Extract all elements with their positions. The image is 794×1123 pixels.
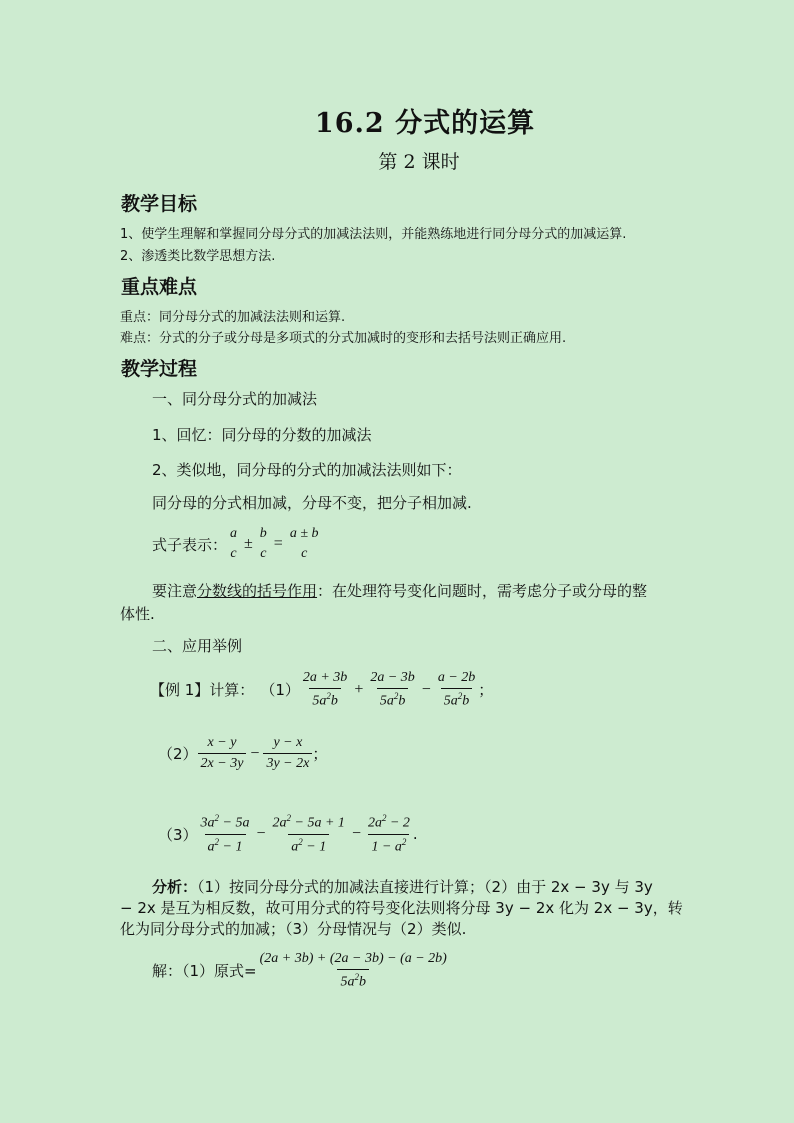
analysis-line-2: − 2x 是互为相反数，故可用分式的符号变化法则将分母 3y − 2x 化为 2x − 3y，转	[120, 899, 683, 917]
formula-fraction-3: a ± b c	[289, 526, 319, 561]
solution-row	[152, 951, 450, 991]
note-line-2: 体性.	[120, 605, 155, 623]
formula-fraction-1: a c	[230, 526, 238, 561]
goals-heading: 教学目标	[121, 193, 198, 215]
part2-heading: 二、应用举例	[152, 637, 243, 655]
process-heading: 教学过程	[121, 358, 198, 380]
analysis-line-3: 化为同分母分式的加减；（3）分母情况与（2）类似.	[120, 920, 467, 938]
formula-equals: =	[273, 535, 283, 552]
key-points-heading: 重点难点	[121, 276, 198, 298]
ex1-fraction-2: $\frac{2a - 3b}{5a^2b}$	[370, 670, 415, 709]
formula-op: ±	[244, 535, 253, 552]
page-subtitle: 第 2 课时	[378, 151, 460, 173]
ex2-fraction-2: $\frac{y - x}{3y - 2x}$	[263, 735, 312, 772]
example-3-row: （3） $\frac{3a^2 - 5a}{a^2 - 1}$ − $\frac{2a^2 - 5a + 1}{a^2 - 1}$ − $\frac{2a^2 - 2}{1 - a^2}$ .	[158, 813, 418, 855]
solution-label: 解：（1）原式=	[152, 962, 257, 981]
ex2-fraction-1: $\frac{x - y}{2x - 3y}$	[198, 735, 247, 772]
ex3-label: （3）	[158, 825, 198, 844]
ex3-fraction-1: $\frac{3a^2 - 5a}{a^2 - 1}$	[200, 813, 250, 855]
ex2-label: （2）	[158, 745, 198, 763]
example-1-row: 【例 1】计算： （1） $\frac{2a + 3b}{5a^2b}$ + $\frac{2a - 3b}{5a^2b}$ − $\frac{a - 2b}{5a^2b}$ ；	[150, 670, 494, 709]
rule-text: 同分母的分式相加减，分母不变，把分子相加减.	[152, 494, 472, 512]
ex3-fraction-2: $\frac{2a^2 - 5a + 1}{a^2 - 1}$	[272, 813, 345, 855]
ex3-fraction-3: $\frac{2a^2 - 2}{1 - a^2}$	[367, 813, 410, 855]
ex1-label: （1）	[260, 681, 300, 700]
ex1-fraction-1: $\frac{2a + 3b}{5a^2b}$	[302, 670, 348, 709]
step1-text: 1、回忆：同分母的分数的加减法	[152, 426, 372, 444]
example-label: 【例 1】计算：	[150, 681, 255, 700]
step2-text: 2、类似地，同分母的分式的加减法法则如下：	[152, 461, 462, 479]
formula-row	[152, 526, 322, 562]
analysis-line-1: 分析：（1）按同分母分式的加减法直接进行计算；（2）由于 2x − 3y 与 3y	[152, 878, 653, 896]
key-point: 重点：同分母分式的加减法法则和运算.	[120, 310, 346, 325]
goal-item-2: 2、渗透类比数学思想方法.	[120, 249, 276, 264]
note-line-1: 要注意分数线的括号作用：在处理符号变化问题时，需考虑分子或分母的整	[152, 582, 648, 600]
goal-item-1: 1、使学生理解和掌握同分母分式的加减法法则，并能熟练地进行同分母分式的加减运算.	[120, 227, 627, 242]
example-2-row: （2） $\frac{x - y}{2x - 3y}$ − $\frac{y - x}{3y - 2x}$ ；	[158, 735, 328, 771]
formula-fraction-2: b c	[259, 526, 267, 561]
solution-fraction: $\frac{(2a + 3b) + (2a - 3b) - (a - 2b)}{5a^2b}$	[259, 951, 447, 990]
page-title: 16.2 分式的运算	[314, 108, 536, 139]
formula-label: 式子表示：	[152, 535, 228, 554]
ex1-fraction-3: $\frac{a - 2b}{5a^2b}$	[437, 670, 476, 709]
analysis-label: 分析：	[152, 878, 198, 896]
difficult-point: 难点：分式的分子或分母是多项式的分式加减时的变形和去括号法则正确应用.	[120, 331, 567, 346]
note-underlined: 分数线的括号作用	[197, 582, 318, 600]
part1-heading: 一、同分母分式的加减法	[152, 390, 318, 408]
